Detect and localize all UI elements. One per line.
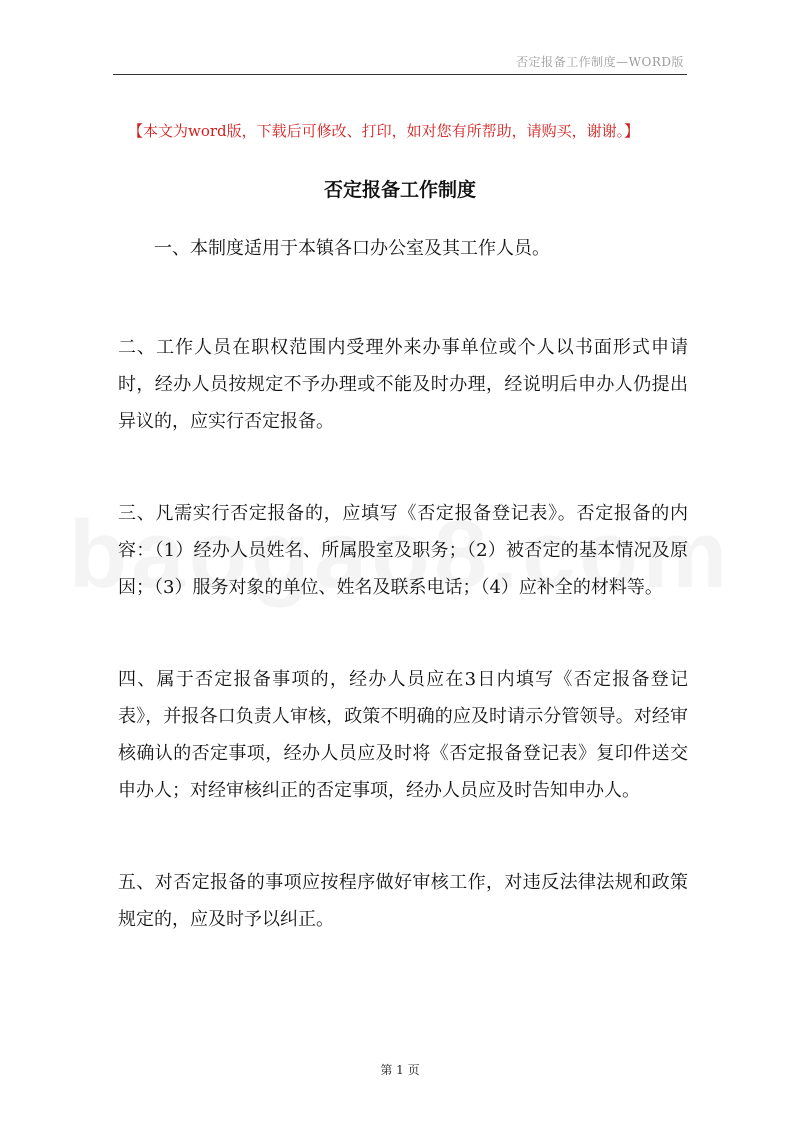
paragraph-4: 四、属于否定报备事项的，经办人员应在3日内填写《否定报备登记表》，并报各口负责人审核，政策不明确的应及时请示分管领导。对经审核确认的否定事项，经办人员应及时将《否定报备登记表》复印件送交申办人；对经审核纠正的否定事项，经办人员应及时告知申办人。 xyxy=(118,669,688,801)
purchase-notice: 【本文为word版，下载后可修改、打印，如对您有所帮助，请购买，谢谢。】 xyxy=(128,122,640,140)
paragraph-2: 二、工作人员在职权范围内受理外来办事单位或个人以书面形式申请时，经办人员按规定不予办理或不能及时办理，经说明后申办人仍提出异议的，应实行否定报备。 xyxy=(118,337,688,432)
document-body xyxy=(118,230,688,993)
paragraph-1: 一、本制度适用于本镇各口办公室及其工作人员。 xyxy=(154,238,550,259)
paragraph-5: 五、对否定报备的事项应按程序做好审核工作，对违反法律法规和政策规定的，应及时予以纠正。 xyxy=(118,872,688,930)
paragraph-3: 三、凡需实行否定报备的，应填写《否定报备登记表》。否定报备的内容：（1）经办人员姓名、所属股室及职务；（2）被否定的基本情况及原因；（3）服务对象的单位、姓名及联系电话；（4）应补全的材料等。 xyxy=(118,503,688,598)
page-number: 第 1 页 xyxy=(380,1063,420,1077)
running-header: 否定报备工作制度—WORD版 xyxy=(516,55,684,69)
document-title: 否定报备工作制度 xyxy=(323,179,476,201)
header-divider xyxy=(113,74,687,75)
